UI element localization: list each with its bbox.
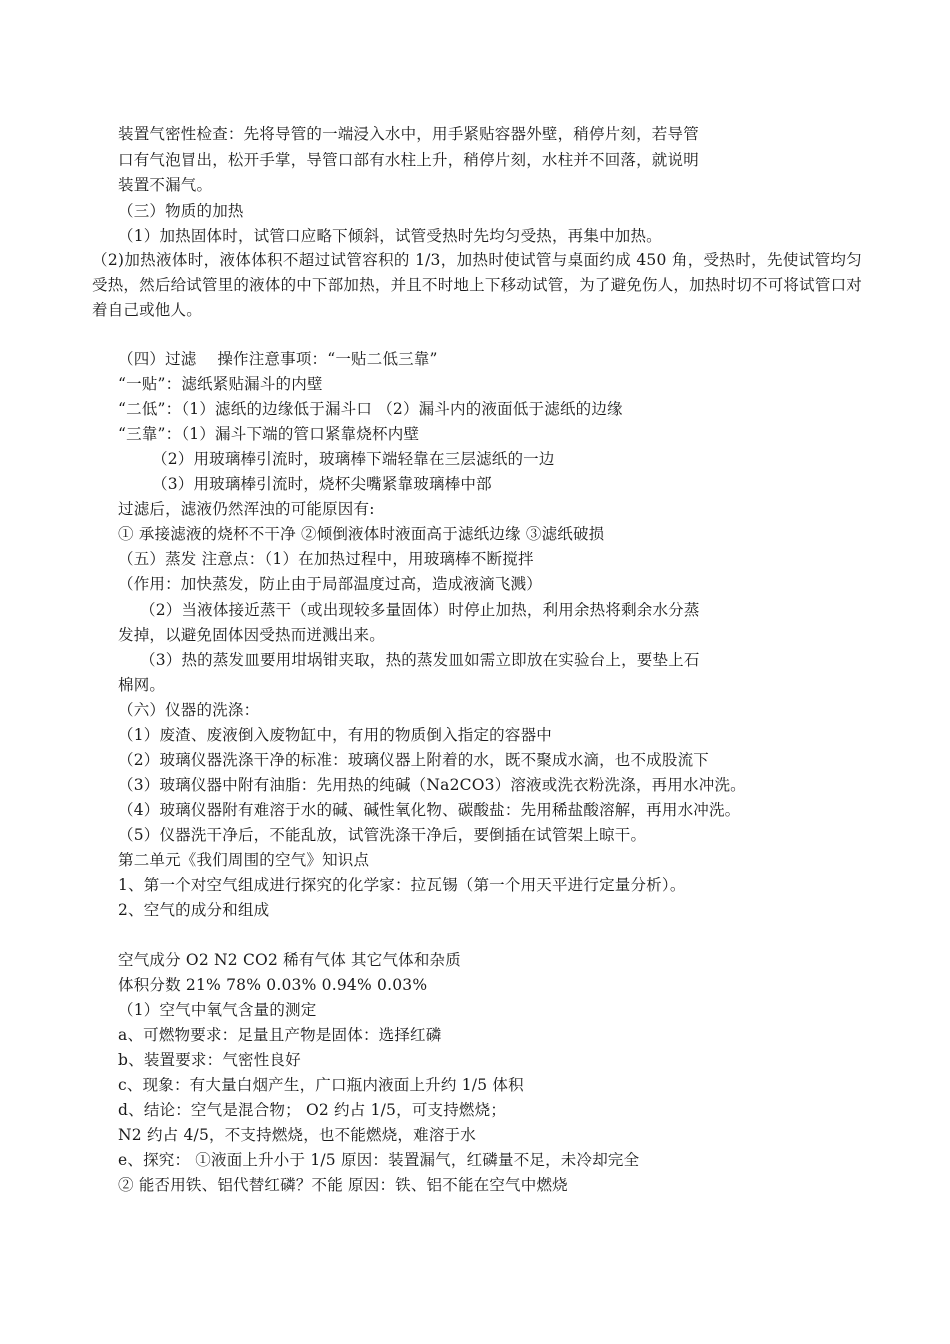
text-line: （3）热的蒸发皿要用坩埚钳夹取，热的蒸发皿如需立即放在实验台上，要垫上石 <box>140 651 700 669</box>
text-line: （1）空气中氧气含量的测定 <box>118 1001 317 1019</box>
text-line: 棉网。 <box>118 676 166 694</box>
section-heading: （四）过滤 操作注意事项：“一贴二低三靠” <box>118 350 438 368</box>
text-line: （1）加热固体时，试管口应略下倾斜，试管受热时先均匀受热，再集中加热。 <box>118 227 662 245</box>
text-paragraph: （2)加热液体时，液体体积不超过试管容积的 1/3，加热时使试管与桌面约成 450 角，受热时，先使试管均匀受热，然后给试管里的液体的中下部加热，并且不时地上下移动试管，为了避免伤人，加热时切不可将试管口对着自己或他人。 <box>92 251 862 319</box>
section-heading: （六）仪器的洗涤： <box>118 701 260 719</box>
text-line: （2）玻璃仪器洗涤干净的标准：玻璃仪器上附着的水，既不聚成水滴，也不成股流下 <box>118 751 709 769</box>
text-line: “三靠”：（1）漏斗下端的管口紧靠烧杯内壁 <box>118 425 420 443</box>
text-line: （3）用玻璃棒引流时，烧杯尖嘴紧靠玻璃棒中部 <box>152 475 492 493</box>
text-line: （2）用玻璃棒引流时，玻璃棒下端轻靠在三层滤纸的一边 <box>152 450 555 468</box>
text-line: 体积分数 21% 78% 0.03% 0.94% 0.03% <box>118 976 428 994</box>
text-line: a、可燃物要求：足量且产物是固体：选择红磷 <box>118 1026 442 1044</box>
text-line: （2）当液体接近蒸干（或出现较多量固体）时停止加热，利用余热将剩余水分蒸 <box>140 601 700 619</box>
text-line: d、结论：空气是混合物； O2 约占 1/5，可支持燃烧； <box>118 1101 507 1119</box>
text-line: 过滤后，滤液仍然浑浊的可能原因有: <box>118 500 375 518</box>
text-line: 发掉，以避免固体因受热而迸溅出来。 <box>118 626 385 644</box>
text-line: ② 能否用铁、铝代替红磷？不能 原因：铁、铝不能在空气中燃烧 <box>118 1176 568 1194</box>
text-line: 1、第一个对空气组成进行探究的化学家：拉瓦锡（第一个用天平进行定量分析）。 <box>118 876 686 894</box>
text-line: （4）玻璃仪器附有难溶于水的碱、碱性氧化物、碳酸盐：先用稀盐酸溶解，再用水冲洗。 <box>118 801 741 819</box>
text-line: 2、空气的成分和组成 <box>118 901 270 919</box>
text-line: “一贴”：滤纸紧贴漏斗的内壁 <box>118 375 323 393</box>
text-line: 空气成分 O2 N2 CO2 稀有气体 其它气体和杂质 <box>118 951 461 969</box>
text-line: 口有气泡冒出，松开手掌，导管口部有水柱上升，稍停片刻，水柱并不回落，就说明 <box>118 151 699 169</box>
text-line: N2 约占 4/5，不支持燃烧，也不能燃烧，难溶于水 <box>118 1126 476 1144</box>
text-line: e、探究： ①液面上升小于 1/5 原因：装置漏气，红磷量不足，未冷却完全 <box>118 1151 640 1169</box>
text-line: c、现象：有大量白烟产生，广口瓶内液面上升约 1/5 体积 <box>118 1076 524 1094</box>
text-line: b、装置要求：气密性良好 <box>118 1051 301 1069</box>
text-line: （作用：加快蒸发，防止由于局部温度过高，造成液滴飞溅） <box>118 575 542 593</box>
text-line: 装置气密性检查：先将导管的一端浸入水中，用手紧贴容器外壁，稍停片刻，若导管 <box>118 125 699 143</box>
text-line: ① 承接滤液的烧杯不干净 ②倾倒液体时液面高于滤纸边缘 ③滤纸破损 <box>118 525 605 543</box>
text-line: 装置不漏气。 <box>118 176 213 194</box>
text-line: （1）废渣、废液倒入废物缸中，有用的物质倒入指定的容器中 <box>118 726 552 744</box>
text-line: “二低”：（1）滤纸的边缘低于漏斗口 （2）漏斗内的液面低于滤纸的边缘 <box>118 400 623 418</box>
text-line: （3）玻璃仪器中附有油脂：先用热的纯碱（Na2CO3）溶液或洗衣粉洗涤，再用水冲洗。 <box>118 776 746 794</box>
text-line: （5）仪器洗干净后，不能乱放，试管洗涤干净后，要倒插在试管架上晾干。 <box>118 826 647 844</box>
section-heading: （三）物质的加热 <box>118 202 244 220</box>
section-heading: （五）蒸发 注意点：（1）在加热过程中，用玻璃棒不断搅拌 <box>118 550 534 568</box>
unit-heading: 第二单元《我们周围的空气》知识点 <box>118 851 370 869</box>
